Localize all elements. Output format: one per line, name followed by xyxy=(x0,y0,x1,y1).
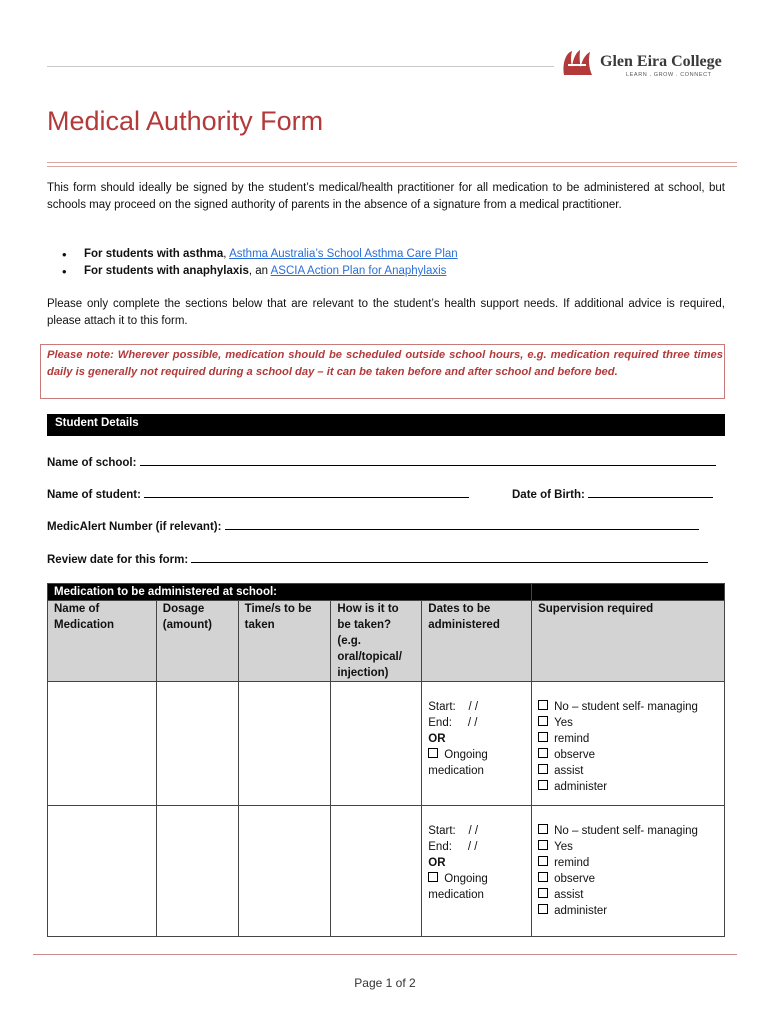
ongoing-label: Ongoing xyxy=(444,873,488,885)
col-header-supervision xyxy=(532,601,725,682)
option-assist[interactable] xyxy=(538,763,718,779)
how-taken-cell[interactable] xyxy=(331,806,422,937)
start-label: Start: xyxy=(428,701,456,713)
option-assist[interactable] xyxy=(538,887,718,903)
title-rule xyxy=(47,162,737,163)
time-cell[interactable] xyxy=(238,806,331,937)
option-label: administer xyxy=(554,905,608,917)
note-box xyxy=(40,344,725,399)
supervision-cell xyxy=(532,806,725,937)
checkbox[interactable] xyxy=(538,716,548,726)
or-label: OR xyxy=(428,857,446,869)
checkbox[interactable] xyxy=(428,872,438,882)
dob-label: Date of Birth: xyxy=(512,489,585,501)
end-slashes: / / xyxy=(467,841,478,853)
dob-field xyxy=(512,486,713,501)
medication-table-title: Medication to be administered at school: xyxy=(48,584,532,601)
header-line: administered xyxy=(428,619,500,631)
col-header-time xyxy=(238,601,331,682)
start-slashes: / / xyxy=(468,701,479,713)
option-no[interactable] xyxy=(538,699,718,715)
table-row xyxy=(48,806,725,937)
option-label: assist xyxy=(554,765,584,777)
dosage-cell[interactable] xyxy=(156,682,238,806)
checkbox[interactable] xyxy=(538,732,548,742)
ongoing-option[interactable] xyxy=(428,747,525,763)
header-line: Dates to be xyxy=(428,603,491,615)
header-line: be taken? xyxy=(337,619,392,631)
end-line[interactable] xyxy=(428,715,525,731)
college-logo xyxy=(560,47,740,83)
header-line: taken xyxy=(244,619,275,631)
page-title: Medical Authority Form xyxy=(47,106,324,136)
col-header-how xyxy=(331,601,422,682)
option-remind[interactable] xyxy=(538,731,718,747)
medication-name-cell[interactable] xyxy=(48,806,157,937)
checkbox[interactable] xyxy=(538,780,548,790)
start-line[interactable] xyxy=(428,699,525,715)
option-label: observe xyxy=(554,873,596,885)
end-line[interactable] xyxy=(428,839,525,855)
bullet-label: For students with asthma xyxy=(84,248,224,260)
supervision-cell xyxy=(532,682,725,806)
bullet-sep: , xyxy=(223,248,230,260)
option-yes[interactable] xyxy=(538,839,718,855)
ascia-plan-link[interactable]: ASCIA Action Plan for Anaphylaxis xyxy=(270,265,447,277)
school-name-field xyxy=(47,454,716,469)
plan-list xyxy=(62,246,458,280)
page-number: Page 1 of 2 xyxy=(354,976,416,990)
header-line: oral/topical/ xyxy=(337,651,402,663)
header-line: Medication xyxy=(54,619,115,631)
review-date-field xyxy=(47,551,708,566)
list-item xyxy=(62,263,458,280)
option-label: Yes xyxy=(554,841,573,853)
header-line: Supervision required xyxy=(538,603,654,615)
end-slashes: / / xyxy=(467,717,478,729)
col-header-name xyxy=(48,601,157,682)
how-taken-cell[interactable] xyxy=(331,682,422,806)
dob-input[interactable] xyxy=(588,486,713,498)
end-label: End: xyxy=(428,841,452,853)
checkbox[interactable] xyxy=(538,904,548,914)
student-details-header xyxy=(47,414,725,436)
option-label: observe xyxy=(554,749,596,761)
header-line: Name of xyxy=(54,603,100,615)
header-line: injection) xyxy=(337,667,389,679)
table-row xyxy=(48,682,725,806)
option-label: No – student self- managing xyxy=(554,825,698,837)
medicalert-field xyxy=(47,518,699,533)
checkbox[interactable] xyxy=(538,700,548,710)
header-rule xyxy=(47,66,554,67)
dates-cell xyxy=(422,682,532,806)
instructions-paragraph: Please only complete the sections below that are relevant to the student’s health support needs. If additional advice is required, please attach it to this form. xyxy=(47,298,725,327)
checkbox[interactable] xyxy=(538,888,548,898)
end-label: End: xyxy=(428,717,452,729)
note-text: Please note: Wherever possible, medication should be scheduled outside school hours, e.g. medication required three times daily is generally not required during a school day – it can be taken before and after school and before bed. xyxy=(47,349,723,378)
asthma-plan-link[interactable]: Asthma Australia’s School Asthma Care Plan xyxy=(229,248,458,260)
medicalert-label: MedicAlert Number (if relevant): xyxy=(47,521,222,533)
option-administer[interactable] xyxy=(538,779,718,795)
col-header-dates xyxy=(422,601,532,682)
option-observe[interactable] xyxy=(538,747,718,763)
option-label: assist xyxy=(554,889,584,901)
college-tagline: LEARN . GROW . CONNECT xyxy=(626,72,712,78)
option-administer[interactable] xyxy=(538,903,718,919)
option-yes[interactable] xyxy=(538,715,718,731)
student-name-label: Name of student: xyxy=(47,489,141,501)
col-header-dosage xyxy=(156,601,238,682)
logo-mark-icon xyxy=(560,47,596,79)
dosage-cell[interactable] xyxy=(156,806,238,937)
start-slashes: / / xyxy=(468,825,479,837)
review-date-label: Review date for this form: xyxy=(47,554,189,566)
medication-table xyxy=(47,583,725,937)
start-line[interactable] xyxy=(428,823,525,839)
bullet-label: For students with anaphylaxis xyxy=(84,265,249,277)
footer-rule xyxy=(33,954,737,955)
option-label: Yes xyxy=(554,717,573,729)
option-label: remind xyxy=(554,733,590,745)
dates-cell xyxy=(422,806,532,937)
option-no[interactable] xyxy=(538,823,718,839)
review-date-input[interactable] xyxy=(191,551,708,563)
list-item xyxy=(62,246,458,263)
or-label: OR xyxy=(428,733,446,745)
checkbox[interactable] xyxy=(538,748,548,758)
student-details-heading: Student Details xyxy=(55,417,139,429)
header-line: (amount) xyxy=(162,619,212,631)
header-line: Dosage xyxy=(162,603,205,615)
title-rule xyxy=(47,166,737,167)
option-label: remind xyxy=(554,857,590,869)
table-header-row xyxy=(48,601,725,682)
medication-name-cell[interactable] xyxy=(48,682,157,806)
option-remind[interactable] xyxy=(538,855,718,871)
time-cell[interactable] xyxy=(238,682,331,806)
student-name-input[interactable] xyxy=(144,486,469,498)
checkbox[interactable] xyxy=(538,872,548,882)
intro-paragraph: This form should ideally be signed by the student’s medical/health practitioner for all medication to be administered at school, but schools may proceed on the signed authority of parents in the absence of a signature from a medical practitioner. xyxy=(47,182,725,211)
medicalert-input[interactable] xyxy=(225,518,699,530)
option-label: No – student self- managing xyxy=(554,701,698,713)
header-line: How is it to xyxy=(337,603,399,615)
ongoing-option[interactable] xyxy=(428,871,525,887)
header-line: (e.g. xyxy=(337,635,361,647)
student-name-field xyxy=(47,486,469,501)
option-label: administer xyxy=(554,781,608,793)
ongoing-label: Ongoing xyxy=(444,749,488,761)
bullet-sep: , an xyxy=(248,265,271,277)
checkbox[interactable] xyxy=(428,748,438,758)
checkbox[interactable] xyxy=(538,824,548,834)
ongoing-label-cont: medication xyxy=(428,765,484,777)
checkbox[interactable] xyxy=(538,764,548,774)
school-name-input[interactable] xyxy=(140,454,716,466)
school-name-label: Name of school: xyxy=(47,457,137,469)
header-line: Time/s to be xyxy=(244,603,312,615)
ongoing-label-cont: medication xyxy=(428,889,484,901)
start-label: Start: xyxy=(428,825,456,837)
college-name: Glen Eira College xyxy=(600,53,722,70)
checkbox[interactable] xyxy=(538,840,548,850)
checkbox[interactable] xyxy=(538,856,548,866)
table-title-cell xyxy=(532,584,725,601)
option-observe[interactable] xyxy=(538,871,718,887)
